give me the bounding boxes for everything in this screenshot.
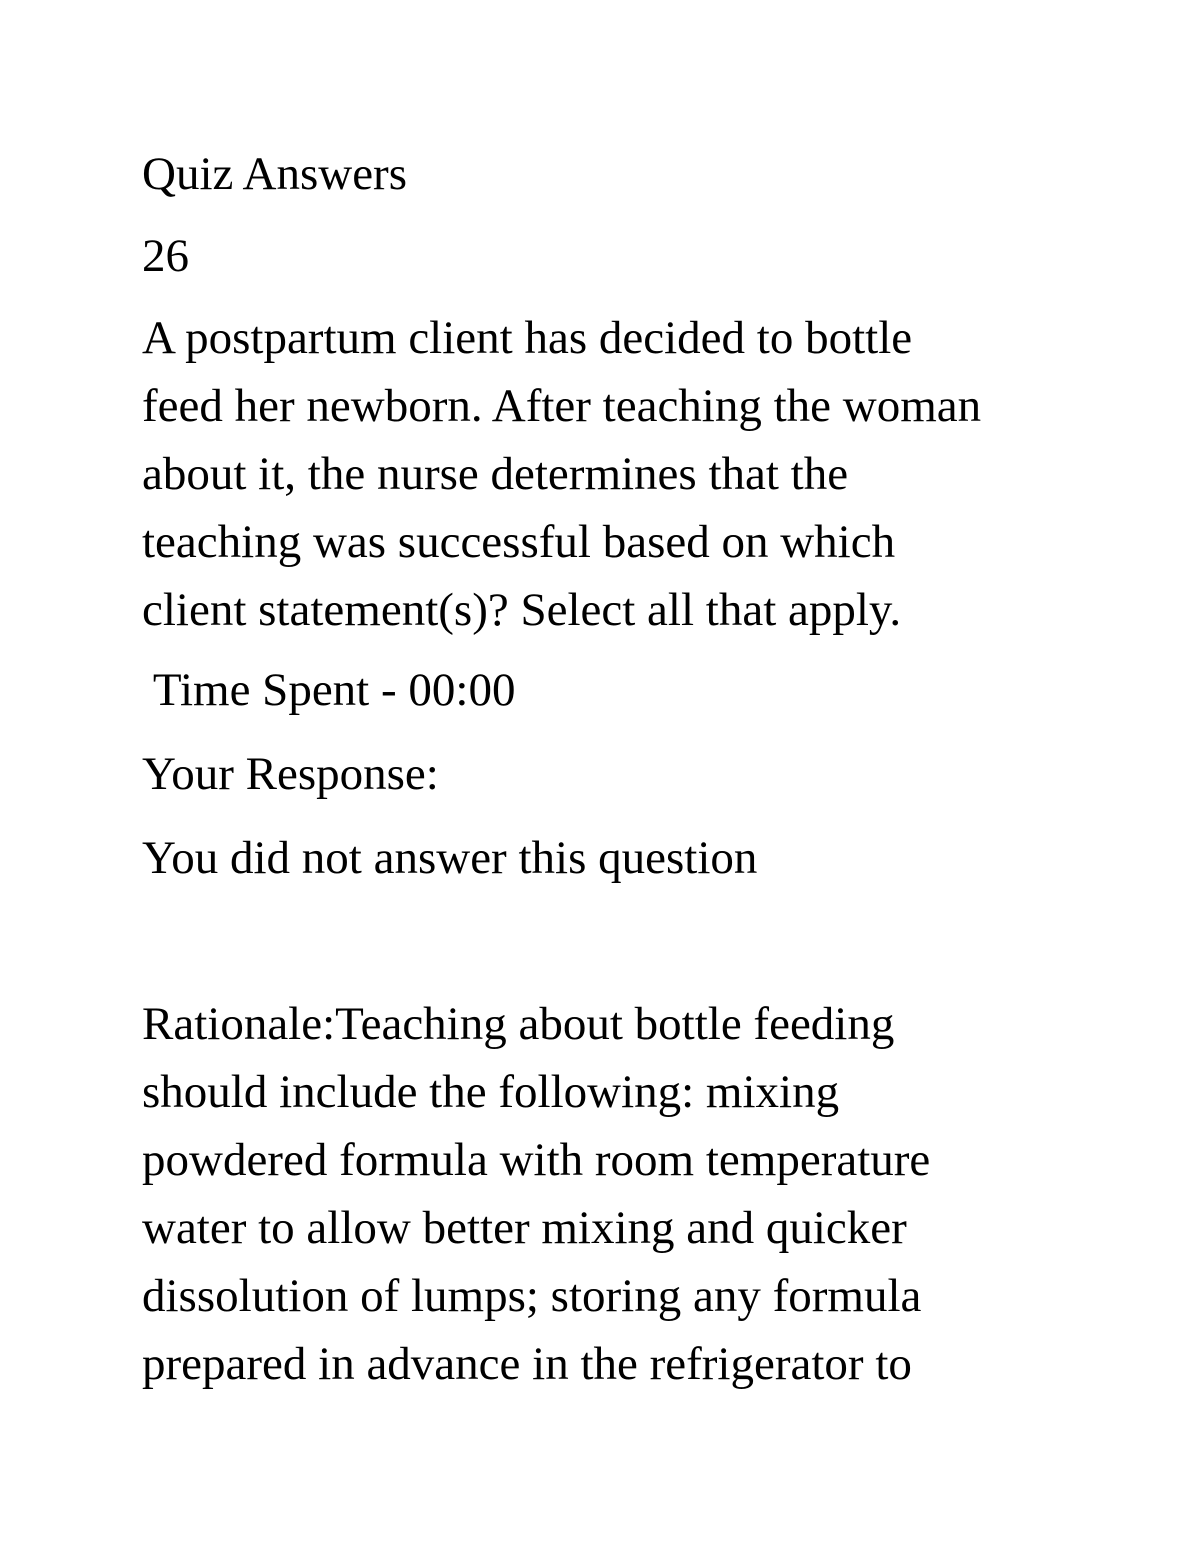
rationale-line: Rationale:Teaching about bottle feeding <box>142 998 895 1050</box>
rationale-line: should include the following: mixing <box>142 1066 840 1118</box>
response-label: Your Response: <box>142 748 439 800</box>
rationale-line: water to allow better mixing and quicker <box>142 1202 907 1254</box>
question-text <box>142 304 1102 644</box>
question-line: client statement(s)? Select all that apply. <box>142 584 902 636</box>
response-value: You did not answer this question <box>142 832 758 884</box>
time-spent: Time Spent - 00:00 <box>142 664 516 716</box>
question-line: feed her newborn. After teaching the woman <box>142 380 982 432</box>
question-line: teaching was successful based on which <box>142 516 896 568</box>
question-line: about it, the nurse determines that the <box>142 448 849 500</box>
rationale-line: dissolution of lumps; storing any formula <box>142 1270 922 1322</box>
question-line: A postpartum client has decided to bottle <box>142 312 913 364</box>
rationale-line: powdered formula with room temperature <box>142 1134 931 1186</box>
rationale-text <box>142 990 1102 1398</box>
quiz-header: Quiz Answers <box>142 148 407 200</box>
rationale-line: prepared in advance in the refrigerator to <box>142 1338 912 1390</box>
question-number: 26 <box>142 230 189 282</box>
